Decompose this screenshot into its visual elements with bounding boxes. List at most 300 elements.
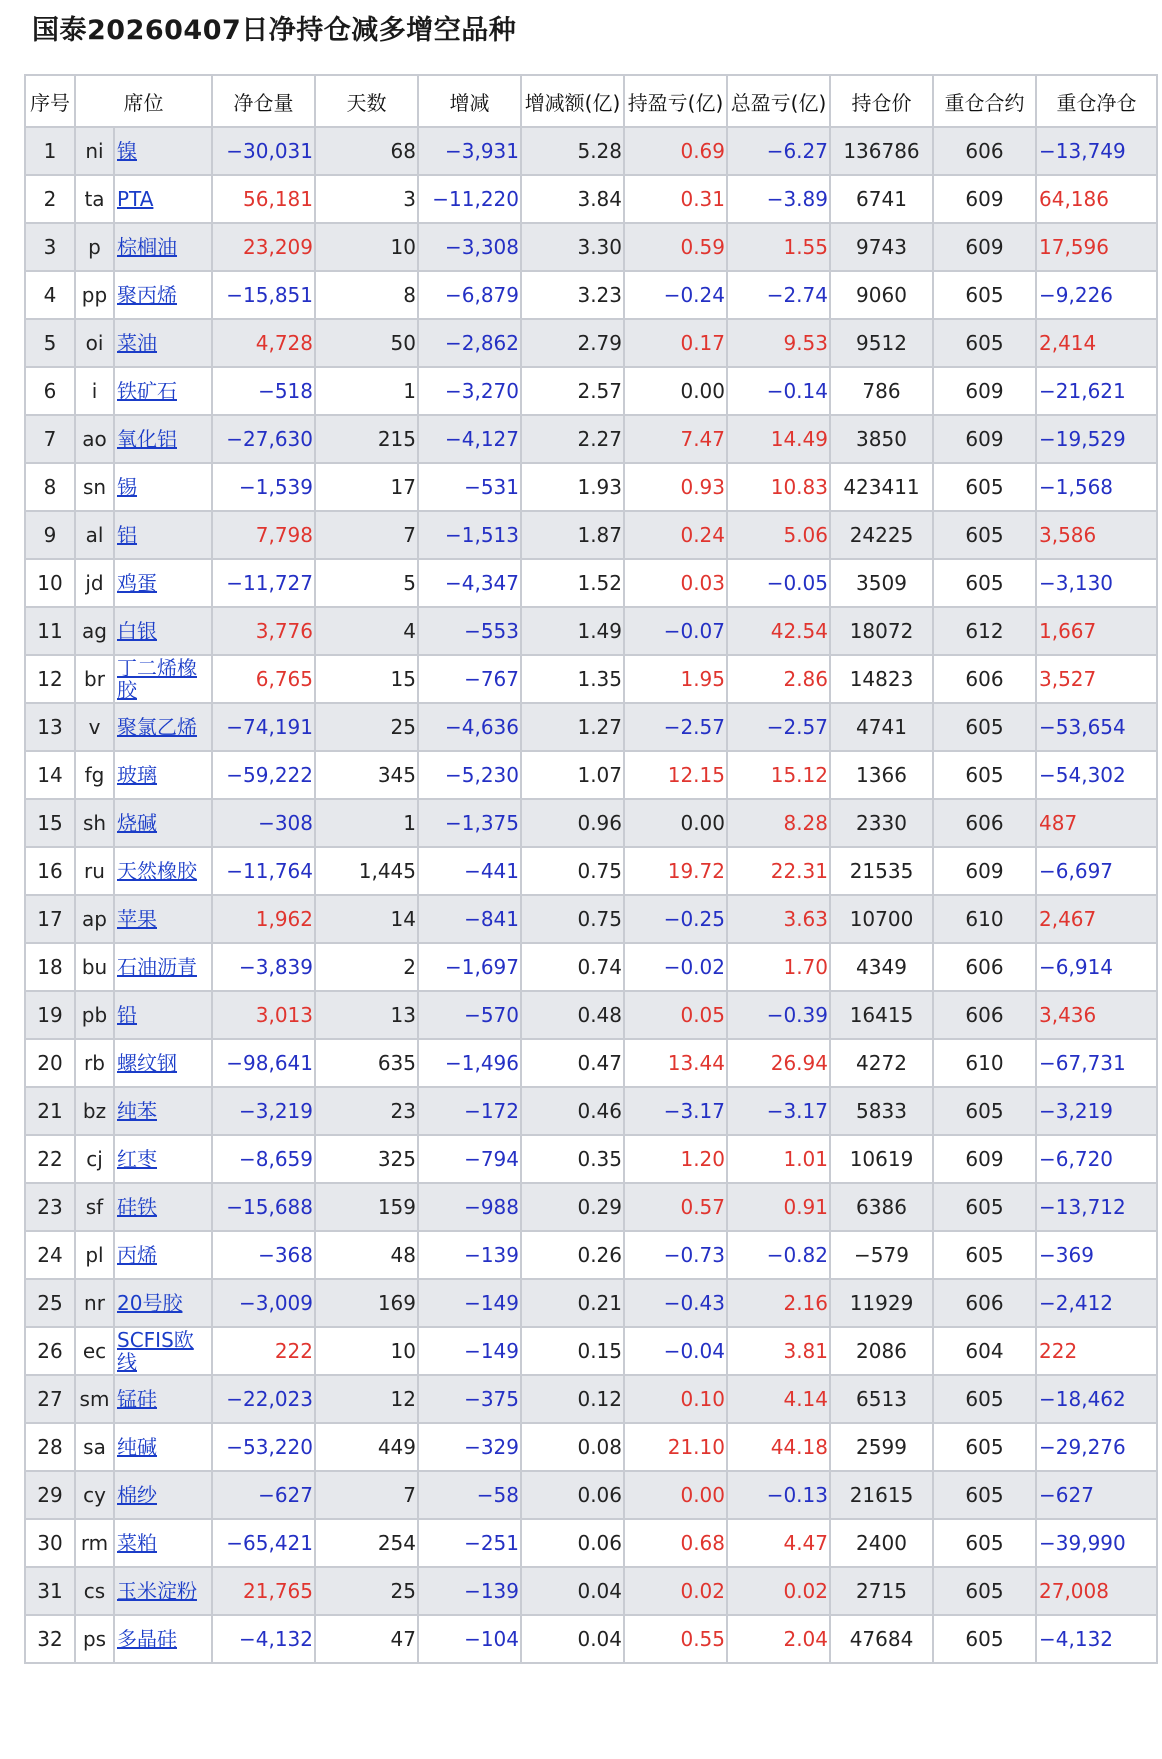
cell-value: −0.24 [663, 283, 725, 307]
cell-value: oi [85, 331, 104, 355]
product-link[interactable]: 玻璃 [117, 763, 157, 787]
cell-index [25, 559, 75, 607]
cell-holding-pnl [624, 1375, 727, 1423]
cell-index [25, 1327, 75, 1375]
cell-value: 1366 [856, 763, 907, 787]
cell-value: 3 [403, 187, 416, 211]
cell-value: −375 [464, 1387, 519, 1411]
cell-value: 605 [965, 1099, 1004, 1123]
cell-change [418, 1423, 521, 1471]
cell-change [418, 367, 521, 415]
cell-value: 2,414 [1039, 331, 1097, 355]
product-link[interactable]: 白银 [117, 619, 157, 643]
cell-holding-price [830, 367, 933, 415]
cell-index [25, 1375, 75, 1423]
cell-main-net [1036, 751, 1157, 799]
cell-change-amount [521, 1183, 624, 1231]
cell-total-pnl [727, 943, 830, 991]
cell-change-amount [521, 895, 624, 943]
cell-value: pl [85, 1243, 104, 1267]
cell-value: 0.06 [577, 1531, 622, 1555]
table-row [25, 799, 1157, 847]
product-link[interactable]: 铁矿石 [117, 379, 177, 403]
cell-days [315, 1471, 418, 1519]
cell-days [315, 511, 418, 559]
cell-value: 1.93 [577, 475, 622, 499]
cell-holding-price [830, 511, 933, 559]
cell-holding-pnl [624, 271, 727, 319]
product-link[interactable]: 红枣 [117, 1147, 157, 1171]
product-link[interactable]: 纯苯 [117, 1099, 157, 1123]
cell-net-position [212, 1231, 315, 1279]
cell-value: −3,931 [444, 139, 519, 163]
cell-change [418, 943, 521, 991]
cell-change-amount [521, 703, 624, 751]
cell-name [114, 895, 212, 943]
cell-value: 20 [37, 1051, 63, 1075]
cell-total-pnl [727, 1039, 830, 1087]
cell-value: 0.47 [577, 1051, 622, 1075]
cell-code [75, 799, 114, 847]
cell-value: 4,728 [255, 331, 313, 355]
cell-main-net [1036, 607, 1157, 655]
cell-value: 26.94 [770, 1051, 828, 1075]
cell-code [75, 319, 114, 367]
cell-holding-price [830, 1567, 933, 1615]
cell-value: sn [82, 475, 107, 499]
cell-value: v [88, 715, 101, 739]
cell-value: 25 [37, 1291, 63, 1315]
cell-value: 2.79 [577, 331, 622, 355]
cell-main-net [1036, 223, 1157, 271]
cell-value: 3509 [856, 571, 907, 595]
cell-value: −0.07 [663, 619, 725, 643]
cell-main-contract [933, 1135, 1036, 1183]
cell-value: 12.15 [667, 763, 725, 787]
cell-main-contract [933, 1039, 1036, 1087]
cell-total-pnl [727, 1519, 830, 1567]
cell-value: 0.75 [577, 859, 622, 883]
cell-code [75, 1279, 114, 1327]
cell-value: 605 [965, 1627, 1004, 1651]
cell-value: −767 [464, 667, 519, 691]
cell-value: 786 [862, 379, 901, 403]
cell-net-position [212, 799, 315, 847]
cell-days [315, 127, 418, 175]
cell-net-position [212, 559, 315, 607]
cell-total-pnl [727, 175, 830, 223]
cell-net-position [212, 127, 315, 175]
product-link[interactable]: 20号胶 [117, 1291, 183, 1315]
product-link[interactable]: 铅 [117, 1003, 137, 1027]
cell-value: 10 [390, 1339, 416, 1363]
cell-value: 4741 [856, 715, 907, 739]
cell-change-amount [521, 175, 624, 223]
cell-index [25, 1615, 75, 1663]
product-link[interactable]: 烧碱 [117, 811, 157, 835]
cell-value: rm [80, 1531, 109, 1555]
cell-value: 606 [965, 955, 1004, 979]
cell-value: 169 [377, 1291, 416, 1315]
cell-value: −30,031 [226, 139, 313, 163]
cell-index [25, 175, 75, 223]
cell-value: 610 [965, 1051, 1004, 1075]
cell-main-net [1036, 1183, 1157, 1231]
cell-value: ni [85, 139, 104, 163]
cell-main-contract [933, 1183, 1036, 1231]
cell-days [315, 895, 418, 943]
cell-value: −1,375 [444, 811, 519, 835]
cell-value: 0.08 [577, 1435, 622, 1459]
cell-value: −4,132 [1039, 1627, 1114, 1651]
table-row [25, 607, 1157, 655]
cell-name [114, 607, 212, 655]
cell-value: 610 [965, 907, 1004, 931]
cell-days [315, 1375, 418, 1423]
cell-value: 605 [965, 1243, 1004, 1267]
cell-main-contract [933, 367, 1036, 415]
cell-total-pnl [727, 1183, 830, 1231]
cell-value: 16415 [849, 1003, 914, 1027]
cell-code [75, 511, 114, 559]
cell-code [75, 847, 114, 895]
cell-holding-pnl [624, 655, 727, 703]
cell-main-contract [933, 1423, 1036, 1471]
product-link[interactable]: SCFIS欧线 [117, 1328, 194, 1374]
cell-name [114, 943, 212, 991]
cell-index [25, 223, 75, 271]
cell-value: 1 [43, 139, 57, 163]
cell-value: 1.52 [577, 571, 622, 595]
product-link[interactable]: 氧化铝 [117, 427, 177, 451]
cell-index [25, 943, 75, 991]
cell-value: 22 [37, 1147, 63, 1171]
cell-value: 1.95 [680, 667, 725, 691]
cell-name [114, 271, 212, 319]
cell-total-pnl [727, 655, 830, 703]
cell-value: −58 [476, 1483, 519, 1507]
cell-change-amount [521, 367, 624, 415]
cell-code [75, 1183, 114, 1231]
product-link[interactable]: 石油沥青 [117, 955, 197, 979]
cell-change [418, 271, 521, 319]
cell-value: 14823 [849, 667, 914, 691]
cell-value: p [88, 235, 101, 259]
cell-value: ru [84, 859, 105, 883]
cell-value: −441 [464, 859, 519, 883]
cell-main-net [1036, 1615, 1157, 1663]
cell-change-amount [521, 1231, 624, 1279]
cell-main-net [1036, 319, 1157, 367]
cell-main-net [1036, 175, 1157, 223]
cell-value: −19,529 [1039, 427, 1126, 451]
cell-value: rb [84, 1051, 105, 1075]
cell-net-position [212, 895, 315, 943]
cell-code [75, 895, 114, 943]
cell-value: fg [84, 763, 105, 787]
cell-value: 25 [390, 1579, 416, 1603]
cell-value: 25 [390, 715, 416, 739]
cell-value: 15 [390, 667, 416, 691]
cell-value: cy [83, 1483, 106, 1507]
cell-value: 21 [37, 1099, 63, 1123]
product-link[interactable]: 聚丙烯 [117, 283, 177, 307]
cell-total-pnl [727, 1471, 830, 1519]
product-link[interactable]: 纯碱 [117, 1435, 157, 1459]
cell-value: 0.57 [680, 1195, 725, 1219]
cell-holding-pnl [624, 1279, 727, 1327]
cell-total-pnl [727, 559, 830, 607]
table-container [24, 74, 1156, 1664]
product-link[interactable]: 棉纱 [117, 1483, 157, 1507]
cell-value: 606 [965, 811, 1004, 835]
cell-value: 0.04 [577, 1579, 622, 1603]
cell-value: 0.15 [577, 1339, 622, 1363]
cell-value: 222 [1039, 1339, 1078, 1363]
cell-value: 8 [403, 283, 416, 307]
product-link[interactable]: 锰硅 [117, 1387, 157, 1411]
product-link[interactable]: 苹果 [117, 907, 157, 931]
cell-change-amount [521, 559, 624, 607]
product-link[interactable]: 螺纹钢 [117, 1051, 177, 1075]
cell-index [25, 1519, 75, 1567]
cell-holding-pnl [624, 319, 727, 367]
cell-holding-pnl [624, 511, 727, 559]
cell-change-amount [521, 1519, 624, 1567]
table-row [25, 559, 1157, 607]
cell-main-contract [933, 463, 1036, 511]
cell-value: −627 [1039, 1483, 1094, 1507]
cell-value: −6,697 [1039, 859, 1114, 883]
cell-index [25, 415, 75, 463]
cell-holding-price [830, 223, 933, 271]
table-row [25, 319, 1157, 367]
product-link[interactable]: PTA [117, 187, 154, 211]
cell-value: 605 [965, 331, 1004, 355]
cell-total-pnl [727, 1375, 830, 1423]
cell-change [418, 1039, 521, 1087]
cell-value: 9 [43, 523, 57, 547]
product-link[interactable]: 多晶硅 [117, 1627, 177, 1651]
cell-name [114, 1423, 212, 1471]
product-link[interactable]: 玉米淀粉 [117, 1579, 197, 1603]
cell-value: 325 [377, 1147, 416, 1171]
cell-name [114, 511, 212, 559]
product-link[interactable]: 棕榈油 [117, 235, 177, 259]
cell-holding-pnl [624, 991, 727, 1039]
cell-holding-price [830, 175, 933, 223]
product-link[interactable]: 菜油 [117, 331, 157, 355]
cell-main-net [1036, 1231, 1157, 1279]
cell-value: 68 [390, 139, 416, 163]
cell-value: −329 [464, 1435, 519, 1459]
cell-holding-price [830, 127, 933, 175]
cell-value: −4,132 [238, 1627, 313, 1651]
cell-value: 3,527 [1039, 667, 1097, 691]
cell-value: 22.31 [770, 859, 828, 883]
cell-value: −22,023 [226, 1387, 313, 1411]
table-row [25, 175, 1157, 223]
cell-value: −0.02 [663, 955, 725, 979]
cell-total-pnl [727, 799, 830, 847]
cell-value: −2,412 [1039, 1291, 1114, 1315]
cell-value: 0.05 [680, 1003, 725, 1027]
cell-value: 10619 [849, 1147, 914, 1171]
cell-value: −0.14 [766, 379, 828, 403]
cell-days [315, 1231, 418, 1279]
cell-value: −65,421 [226, 1531, 313, 1555]
cell-change-amount [521, 511, 624, 559]
cell-main-net [1036, 895, 1157, 943]
header-row [25, 75, 1157, 127]
cell-main-net [1036, 1135, 1157, 1183]
cell-holding-price [830, 1279, 933, 1327]
cell-index [25, 271, 75, 319]
cell-value: 9743 [856, 235, 907, 259]
cell-holding-price [830, 1135, 933, 1183]
cell-value: pb [81, 1003, 108, 1027]
cell-value: −0.73 [663, 1243, 725, 1267]
cell-value: 7 [403, 1483, 416, 1507]
cell-net-position [212, 1183, 315, 1231]
product-link[interactable]: 镍 [117, 139, 137, 163]
cell-value: 11 [37, 619, 63, 643]
cell-code [75, 991, 114, 1039]
cell-index [25, 847, 75, 895]
cell-index [25, 799, 75, 847]
product-link[interactable]: 丙烯 [117, 1243, 157, 1267]
cell-change-amount [521, 1039, 624, 1087]
cell-value: 14 [37, 763, 63, 787]
cell-value: bu [81, 955, 108, 979]
cell-value: −29,276 [1039, 1435, 1126, 1459]
table-row [25, 1519, 1157, 1567]
cell-main-net [1036, 703, 1157, 751]
cell-value: −4,127 [444, 427, 519, 451]
cell-change [418, 127, 521, 175]
cell-value: 0.93 [680, 475, 725, 499]
cell-value: 3,013 [255, 1003, 313, 1027]
cell-main-contract [933, 991, 1036, 1039]
cell-value: −0.05 [766, 571, 828, 595]
cell-value: 0.21 [577, 1291, 622, 1315]
cell-main-contract [933, 1327, 1036, 1375]
cell-value: 21.10 [667, 1435, 725, 1459]
cell-value: 18072 [849, 619, 914, 643]
cell-days [315, 991, 418, 1039]
cell-holding-pnl [624, 1135, 727, 1183]
product-link[interactable]: 硅铁 [117, 1195, 157, 1219]
cell-value: 2330 [856, 811, 907, 835]
cell-name [114, 367, 212, 415]
cell-value: 0.24 [680, 523, 725, 547]
cell-change-amount [521, 607, 624, 655]
cell-value: 4.14 [783, 1387, 828, 1411]
cell-total-pnl [727, 1327, 830, 1375]
product-link[interactable]: 丁二烯橡胶 [117, 656, 197, 702]
cell-value: 4272 [856, 1051, 907, 1075]
cell-value: −139 [464, 1243, 519, 1267]
cell-days [315, 223, 418, 271]
product-link[interactable]: 锡 [117, 475, 137, 499]
cell-name [114, 1231, 212, 1279]
cell-days [315, 1087, 418, 1135]
table-row [25, 271, 1157, 319]
cell-net-position [212, 463, 315, 511]
cell-change [418, 1567, 521, 1615]
cell-net-position [212, 415, 315, 463]
cell-main-net [1036, 1375, 1157, 1423]
cell-code [75, 655, 114, 703]
cell-holding-pnl [624, 1183, 727, 1231]
table-row [25, 895, 1157, 943]
cell-main-net [1036, 991, 1157, 1039]
cell-main-contract [933, 223, 1036, 271]
cell-total-pnl [727, 511, 830, 559]
cell-index [25, 1135, 75, 1183]
cell-value: 487 [1039, 811, 1078, 835]
product-link[interactable]: 聚氯乙烯 [117, 715, 197, 739]
cell-holding-price [830, 751, 933, 799]
product-link[interactable]: 铝 [117, 523, 137, 547]
cell-net-position [212, 1087, 315, 1135]
cell-code [75, 1039, 114, 1087]
cell-value: −531 [464, 475, 519, 499]
cell-value: −2.74 [766, 283, 828, 307]
cell-days [315, 463, 418, 511]
cell-value: −1,568 [1039, 475, 1114, 499]
cell-value: 2400 [856, 1531, 907, 1555]
product-link[interactable]: 天然橡胶 [117, 859, 197, 883]
cell-net-position [212, 511, 315, 559]
cell-holding-price [830, 1039, 933, 1087]
table-row [25, 1375, 1157, 1423]
cell-code [75, 127, 114, 175]
cell-value: 12 [37, 667, 63, 691]
cell-total-pnl [727, 271, 830, 319]
col-header-total-pnl: 总盈亏(亿) [727, 75, 830, 127]
cell-value: 0.26 [577, 1243, 622, 1267]
cell-total-pnl [727, 991, 830, 1039]
cell-value: −139 [464, 1579, 519, 1603]
cell-change [418, 1519, 521, 1567]
cell-holding-price [830, 943, 933, 991]
cell-name [114, 319, 212, 367]
cell-value: 0.02 [680, 1579, 725, 1603]
cell-days [315, 751, 418, 799]
cell-holding-pnl [624, 895, 727, 943]
cell-value: 1.49 [577, 619, 622, 643]
cell-value: 0.31 [680, 187, 725, 211]
cell-value: 6 [43, 379, 57, 403]
cell-value: −18,462 [1039, 1387, 1126, 1411]
cell-change-amount [521, 223, 624, 271]
product-link[interactable]: 菜粕 [117, 1531, 157, 1555]
cell-main-net [1036, 367, 1157, 415]
product-link[interactable]: 鸡蛋 [117, 571, 157, 595]
cell-value: −841 [464, 907, 519, 931]
cell-total-pnl [727, 223, 830, 271]
cell-value: −3.89 [766, 187, 828, 211]
cell-change-amount [521, 415, 624, 463]
cell-value: −570 [464, 1003, 519, 1027]
cell-value: 3.84 [577, 187, 622, 211]
cell-holding-price [830, 1183, 933, 1231]
cell-value: −251 [464, 1531, 519, 1555]
cell-value: 2.86 [783, 667, 828, 691]
cell-value: 605 [965, 1579, 1004, 1603]
cell-value: 3.63 [783, 907, 828, 931]
